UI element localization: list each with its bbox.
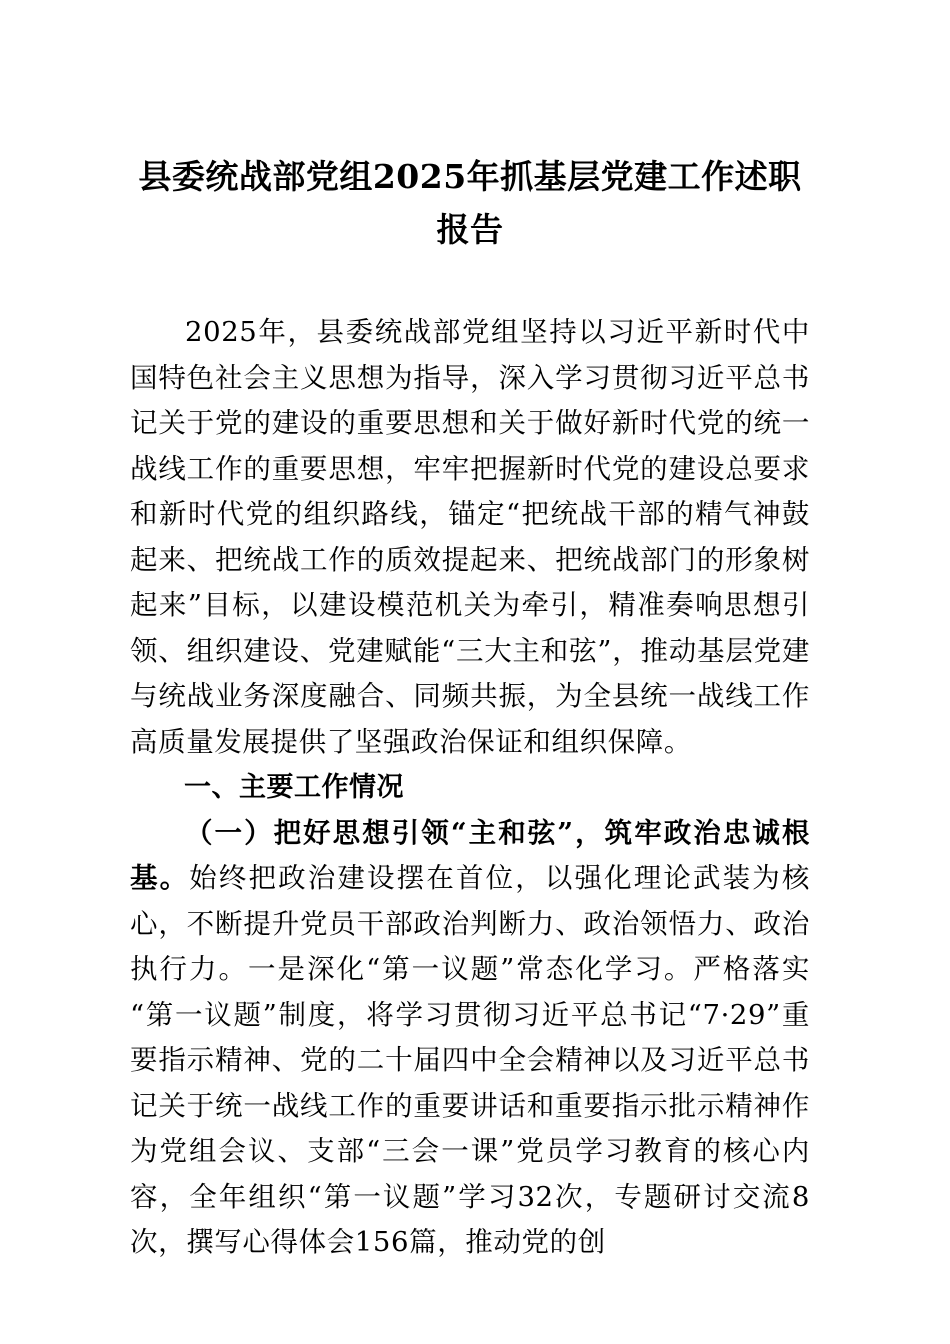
page-title: 县委统战部党组2025年抓基层党建工作述职报告	[138, 157, 802, 249]
section-heading-one: 一、主要工作情况	[184, 772, 404, 803]
document-text-column	[130, 0, 810, 1266]
opening-paragraph: 2025年，县委统战部党组坚持以习近平新时代中国特色社会主义思想为指导，深入学习贯彻习近平总书记关于党的建设的重要思想和关于做好新时代党的统一战线工作的重要思想，牢牢把握新时代党的建设总要求和新时代党的组织路线，锚定“把统战干部的精气神鼓起来、把统战工作的质效提起来、把统战部门的形象树起来”目标，以建设模范机关为牵引，精准奏响思想引领、组织建设、党建赋能“三大主和弦”，推动基层党建与统战业务深度融合、同频共振，为全县统一战线工作高质量发展提供了坚强政治保证和组织保障。	[130, 316, 810, 758]
subsection-one-paragraph	[130, 811, 810, 1266]
subsection-one-body: 始终把政治建设摆在首位，以强化理论武装为核心，不断提升党员干部政治判断力、政治领悟力、政治执行力。一是深化“第一议题”常态化学习。严格落实“第一议题”制度，将学习贯彻习近平总书记“7·29”重要指示精神、党的二十届四中全会精神以及习近平总书记关于统一战线工作的重要讲话和重要指示批示精神作为党组会议、支部“三会一课”党员学习教育的核心内容，全年组织“第一议题”学习32次，专题研讨交流8次，撰写心得体会156篇，推动党的创	[130, 862, 810, 1258]
subsection-one-lead: （一）把好思想引领“主和弦”，筑牢政治忠诚根基。	[130, 816, 810, 894]
